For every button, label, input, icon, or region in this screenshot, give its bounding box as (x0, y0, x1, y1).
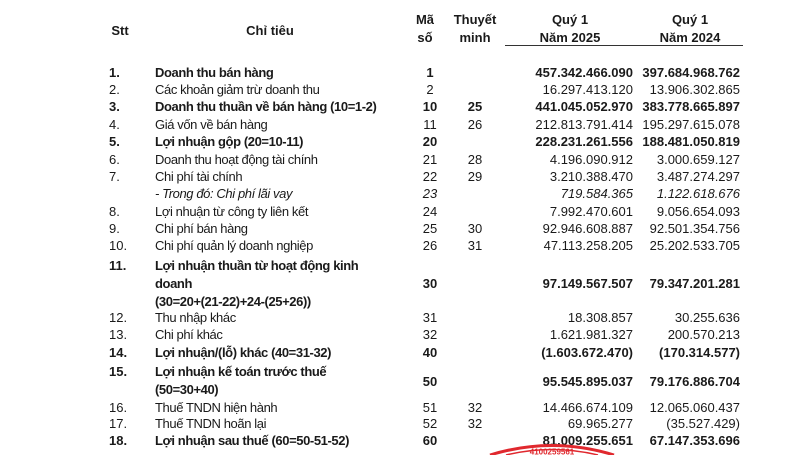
row-code: 24 (422, 204, 438, 219)
header-chi-tieu: Chỉ tiêu (246, 23, 294, 38)
row-label: Chi phí tài chính (155, 169, 243, 184)
row-code: 11 (423, 117, 437, 132)
row-stt: 13. (109, 327, 128, 342)
row-stt: 7. (109, 169, 120, 184)
row-value-2024: 13.906.302.865 (649, 82, 740, 97)
row-stt: 18. (109, 433, 128, 448)
row-value-2025: 81.009.255.651 (542, 433, 633, 448)
row-label: Lợi nhuận sau thuế (60=50-51-52) (155, 433, 350, 448)
header-q2024-line2: Năm 2024 (659, 30, 721, 45)
row-code: 21 (422, 152, 438, 167)
row-code: 25 (422, 221, 438, 236)
row-stt: 4. (109, 117, 120, 132)
row-value-2025: 47.113.258.205 (543, 238, 633, 253)
row-note: 25 (467, 99, 483, 114)
row-value-2025: 16.297.413.120 (542, 82, 633, 97)
row-value-2024: 200.570.213 (667, 327, 740, 342)
row-label: Doanh thu bán hàng (155, 65, 274, 80)
header-thuyet-minh-line2: minh (459, 30, 491, 45)
row-code: 30 (422, 276, 438, 291)
row-value-2025: 719.584.365 (560, 186, 633, 201)
row-value-2025: 212.813.791.414 (535, 117, 633, 132)
row-stt: 1. (109, 65, 120, 80)
row-stt: 11. (109, 258, 127, 273)
row-stt: 8. (109, 204, 120, 219)
row-stt: 2. (109, 82, 120, 97)
row-label: doanh (155, 276, 192, 291)
row-value-2025: 457.342.466.090 (535, 65, 633, 80)
row-stt: 5. (109, 134, 120, 149)
row-value-2025: 7.992.470.601 (549, 204, 633, 219)
row-value-2025: 1.621.981.327 (549, 327, 633, 342)
row-value-2024: 9.056.654.093 (656, 204, 740, 219)
row-value-2025: 3.210.388.470 (549, 169, 633, 184)
row-value-2024: 397.684.968.762 (642, 65, 740, 80)
row-code: 10 (422, 99, 438, 114)
row-label: Lợi nhuận thuần từ hoạt động kinh (155, 258, 359, 273)
row-value-2025: (1.603.672.470) (541, 345, 633, 360)
row-value-2024: 92.501.354.756 (649, 221, 740, 236)
row-code: 60 (422, 433, 438, 448)
row-stt: 15. (109, 364, 128, 379)
row-stt: 9. (109, 221, 120, 236)
header-q2024-line1: Quý 1 (671, 12, 709, 27)
row-note: 31 (467, 238, 483, 253)
header-ma-so-line2: số (417, 30, 433, 45)
header-divider (505, 45, 743, 46)
row-label: Thuế TNDN hoãn lại (155, 416, 267, 431)
row-value-2024: 30.255.636 (674, 310, 740, 325)
row-code: 26 (422, 238, 438, 253)
row-value-2024: 1.122.618.676 (656, 186, 740, 201)
row-value-2024: (35.527.429) (666, 416, 740, 431)
row-value-2025: 441.045.052.970 (535, 99, 633, 114)
row-label: Thuế TNDN hiện hành (155, 400, 278, 415)
row-label: Lợi nhuận gộp (20=10-11) (155, 134, 304, 149)
row-value-2024: 79.176.886.704 (649, 374, 740, 389)
row-label: (50=30+40) (155, 382, 219, 397)
row-value-2024: 188.481.050.819 (642, 134, 740, 149)
header-stt: Stt (111, 23, 129, 38)
row-stt: 17. (109, 416, 128, 431)
row-label: - Trong đó: Chi phí lãi vay (155, 186, 293, 201)
row-value-2025: 4.196.090.912 (549, 152, 633, 167)
row-code: 50 (422, 374, 438, 389)
row-value-2025: 18.308.857 (567, 310, 633, 325)
row-label: Giá vốn về bán hàng (155, 117, 268, 132)
row-value-2024: 12.065.060.437 (649, 400, 740, 415)
row-label: Doanh thu hoạt động tài chính (155, 152, 318, 167)
row-value-2024: 195.297.615.078 (642, 117, 740, 132)
header-q2025-line2: Năm 2025 (539, 30, 601, 45)
row-note: 29 (467, 169, 483, 184)
row-code: 22 (422, 169, 438, 184)
row-stt: 14. (109, 345, 128, 360)
header-q2025-line1: Quý 1 (551, 12, 589, 27)
row-label: (30=20+(21-22)+24-(25+26)) (155, 294, 311, 309)
row-label: Chi phí bán hàng (155, 221, 248, 236)
row-code: 52 (422, 416, 438, 431)
row-value-2024: 3.000.659.127 (656, 152, 740, 167)
row-stt: 6. (109, 152, 120, 167)
row-code: 31 (422, 310, 438, 325)
row-code: 32 (422, 327, 438, 342)
row-value-2025: 92.946.608.887 (542, 221, 633, 236)
row-note: 30 (467, 221, 483, 236)
row-value-2024: 3.487.274.297 (656, 169, 740, 184)
row-label: Các khoản giảm trừ doanh thu (155, 82, 320, 97)
row-value-2025: 69.965.277 (567, 416, 633, 431)
row-label: Doanh thu thuần về bán hàng (10=1-2) (155, 99, 377, 114)
row-note: 32 (467, 416, 483, 431)
stamp-text: 4100259561 (529, 447, 575, 455)
row-code: 1 (426, 65, 434, 80)
row-stt: 3. (109, 99, 120, 114)
row-label: Thu nhập khác (155, 310, 236, 325)
row-value-2024: 383.778.665.897 (642, 99, 740, 114)
row-value-2025: 14.466.674.109 (542, 400, 633, 415)
row-note: 32 (467, 400, 483, 415)
row-code: 20 (422, 134, 438, 149)
company-seal-stamp (470, 442, 640, 455)
row-value-2024: (170.314.577) (659, 345, 740, 360)
row-note: 28 (467, 152, 483, 167)
row-stt: 10. (109, 238, 128, 253)
row-value-2024: 67.147.353.696 (649, 433, 740, 448)
row-value-2025: 228.231.261.556 (535, 134, 633, 149)
row-code: 23 (422, 186, 438, 201)
row-stt: 16. (109, 400, 128, 415)
row-value-2025: 97.149.567.507 (542, 276, 633, 291)
row-label: Lợi nhuận/(lỗ) khác (40=31-32) (155, 345, 332, 360)
row-value-2024: 79.347.201.281 (649, 276, 740, 291)
row-stt: 12. (109, 310, 128, 325)
row-value-2024: 25.202.533.705 (649, 238, 740, 253)
row-value-2025: 95.545.895.037 (542, 374, 633, 389)
header-thuyet-minh-line1: Thuyết (453, 12, 497, 27)
row-note: 26 (467, 117, 483, 132)
header-ma-so-line1: Mã (415, 12, 435, 27)
row-label: Chi phí quản lý doanh nghiệp (155, 238, 313, 253)
row-label: Lợi nhuận kế toán trước thuế (155, 364, 327, 379)
row-code: 40 (422, 345, 438, 360)
row-code: 2 (426, 82, 434, 97)
row-label: Chi phí khác (155, 327, 223, 342)
row-label: Lợi nhuận từ công ty liên kết (155, 204, 309, 219)
row-code: 51 (422, 400, 438, 415)
